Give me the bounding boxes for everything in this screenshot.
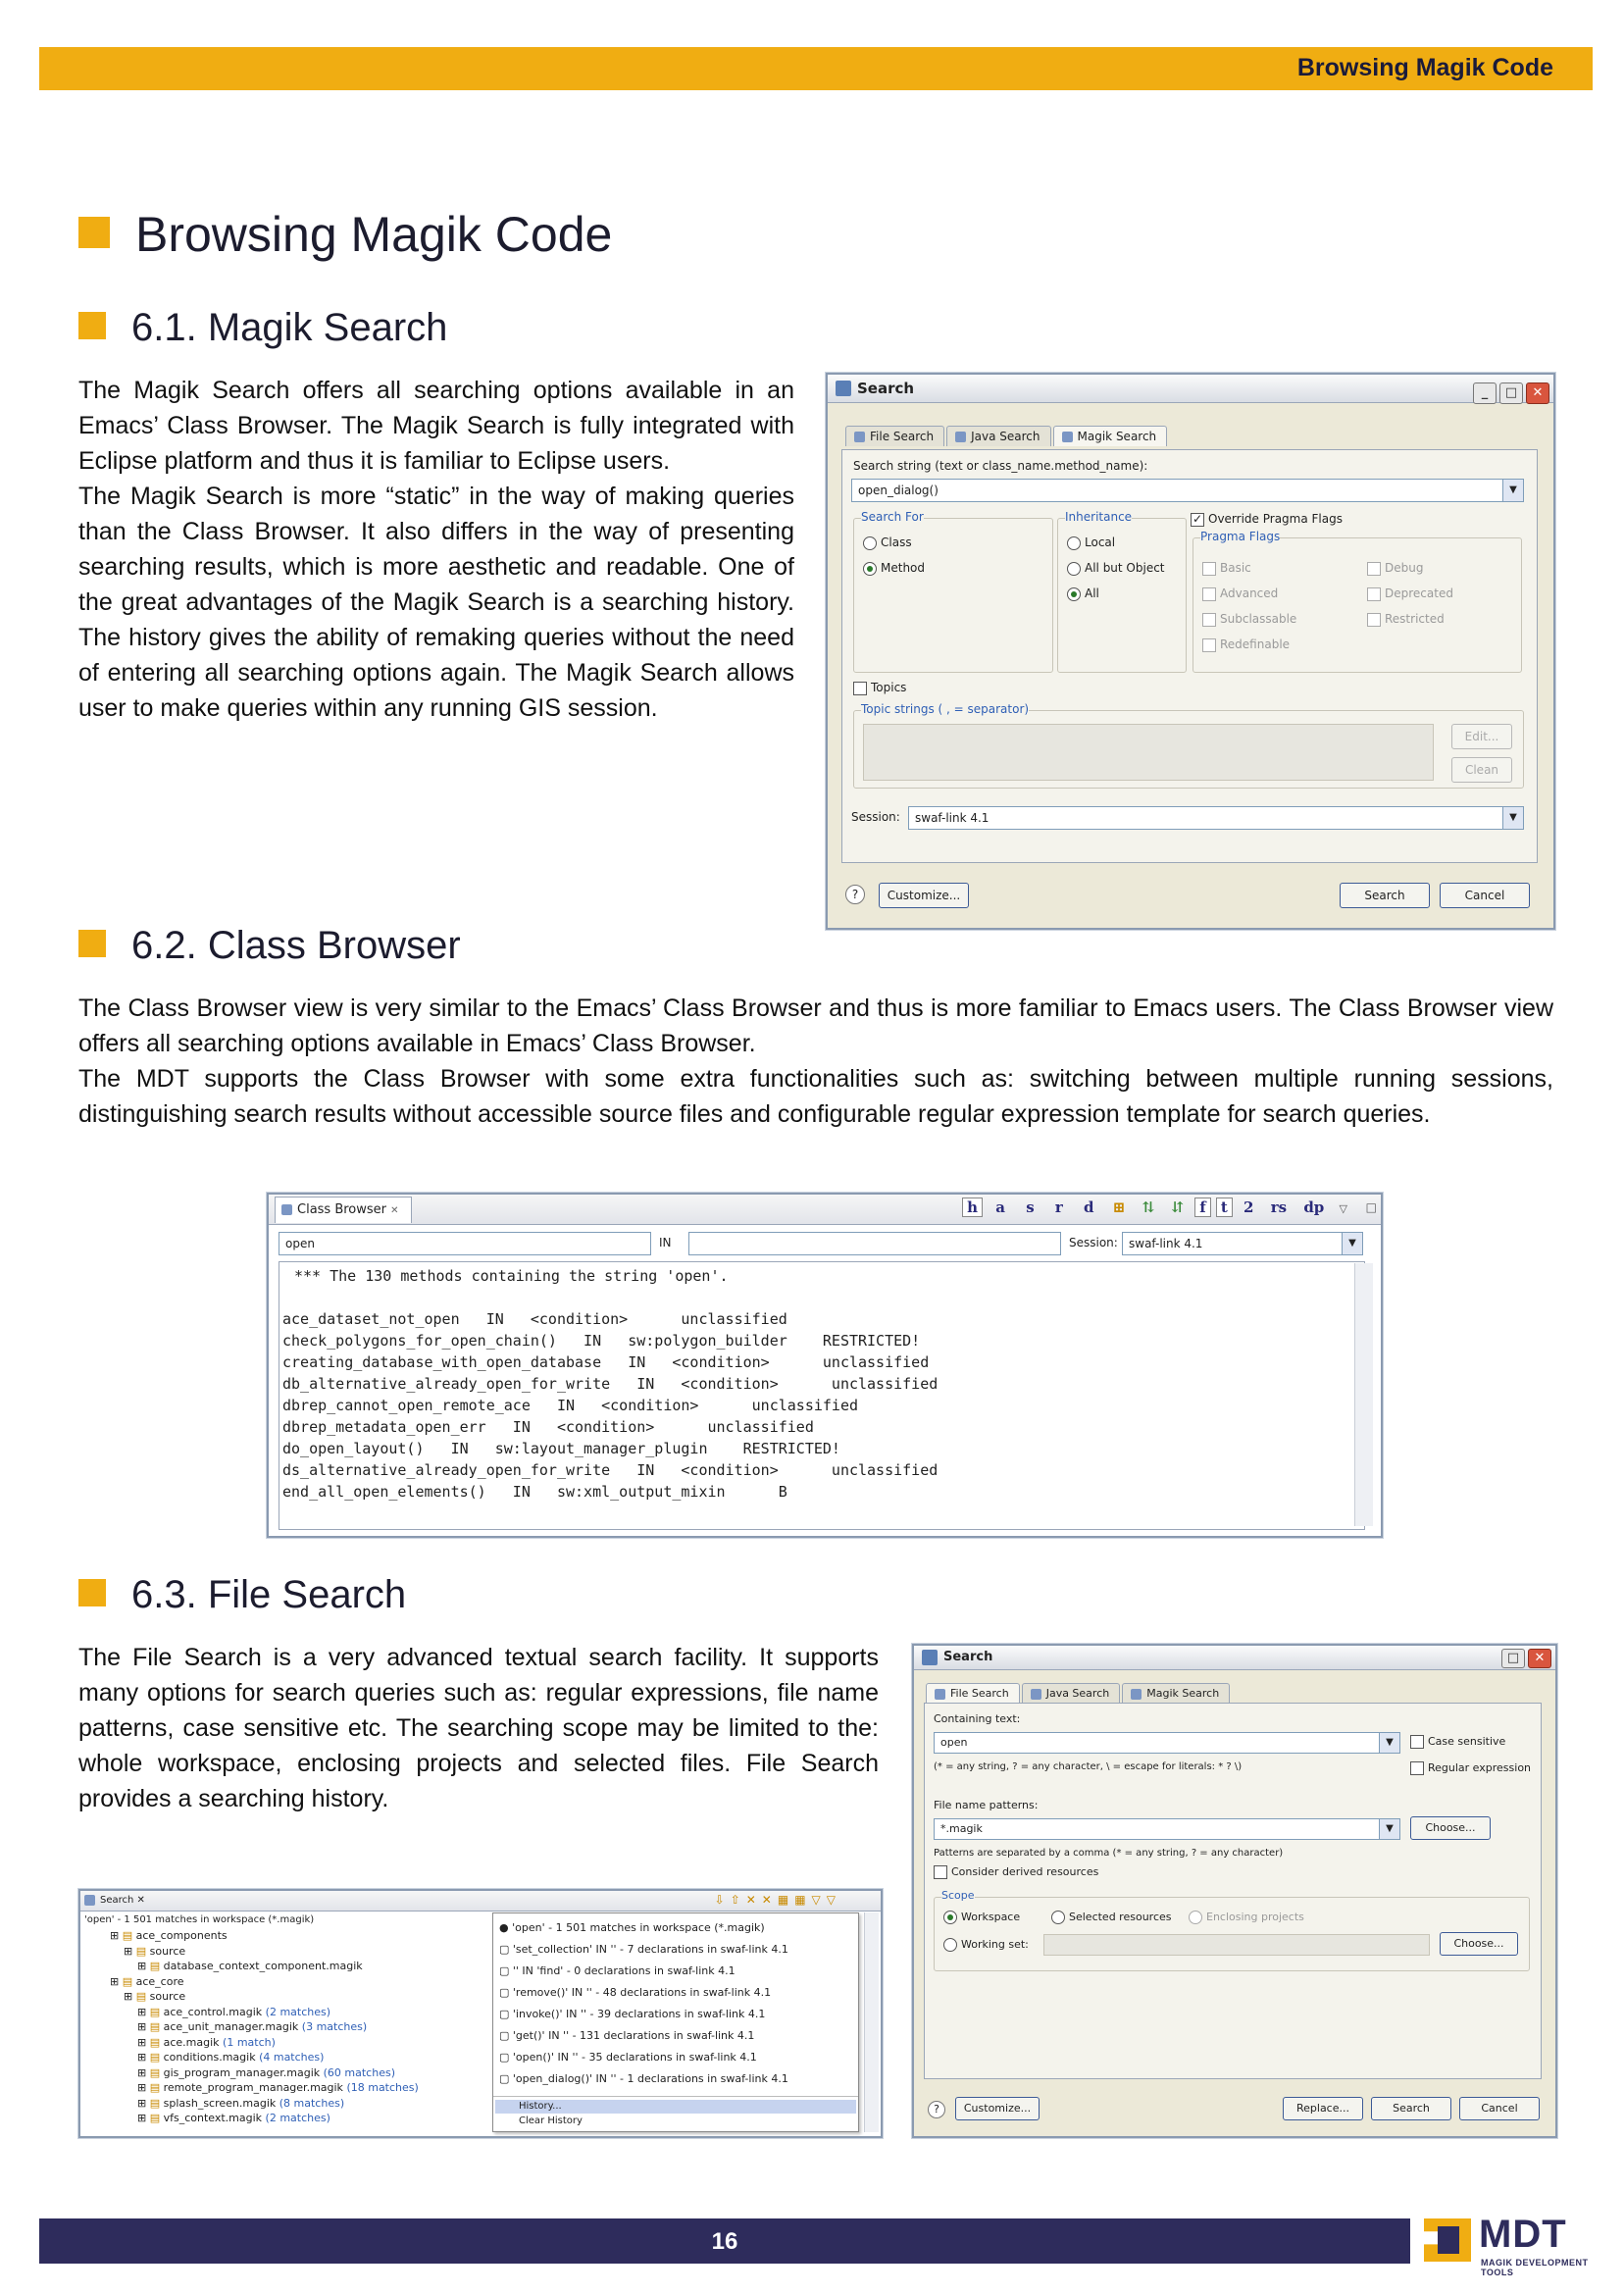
expand-icon[interactable]: ⊞	[124, 1990, 136, 2003]
checkbox-icon	[853, 682, 867, 695]
tree-item-label: ace.magik	[163, 2035, 224, 2049]
scrollbar[interactable]	[1354, 1263, 1373, 1526]
tree-item-label: splash_screen.magik	[163, 2096, 279, 2110]
tree-item-label: remote_program_manager.magik	[163, 2081, 347, 2094]
match-count: (2 matches)	[265, 2005, 331, 2018]
folder-icon: ▤	[149, 2065, 164, 2079]
history-item-label: 'set_collection' IN '' - 7 declarations in swaf-link 4.1	[512, 1943, 788, 1956]
tab-file-search[interactable]: File Search	[926, 1683, 1020, 1703]
expand-icon[interactable]: ⊞	[137, 2035, 150, 2049]
tree-item-label: ace_control.magik	[163, 2005, 266, 2018]
toolbar-button-r[interactable]: r	[1054, 1198, 1063, 1216]
tree-item-label: database_context_component.magik	[163, 1960, 363, 1972]
chevron-down-icon[interactable]: ▼	[1342, 1233, 1362, 1254]
tree-item-label: vfs_context.magik	[163, 2112, 266, 2124]
tree-item[interactable]	[110, 2005, 419, 2020]
tree-item[interactable]	[110, 2050, 419, 2065]
replace-button[interactable]: Replace...	[1283, 2097, 1363, 2120]
magik-search-text	[78, 373, 794, 726]
search-button[interactable]: Search	[1340, 883, 1430, 908]
history-entry-icon: ▢	[499, 2051, 513, 2064]
tab-panel	[924, 1703, 1542, 2079]
search-view	[78, 1889, 883, 2138]
checkbox-advanced[interactable]: Advanced	[1202, 586, 1278, 601]
choose-button[interactable]: Choose...	[1410, 1816, 1491, 1840]
toolbar-buttons	[962, 1198, 1351, 1216]
history-item-label: '' IN 'find' - 0 declarations in swaf-link 4.1	[512, 1964, 736, 1977]
folder-icon: ▤	[149, 2005, 164, 2018]
expand-icon[interactable]: ⊞	[137, 2051, 150, 2064]
history-item-label: 'open' - 1 501 matches in workspace (*.magik)	[512, 1921, 765, 1934]
radio-workspace[interactable]: Workspace	[943, 1911, 1020, 1924]
sort-icon[interactable]: ⇵	[1171, 1198, 1184, 1216]
containing-text-label: Containing text:	[934, 1712, 1021, 1725]
result-row[interactable]: do_open_layout() IN sw:layout_manager_plugin RESTRICTED!	[282, 1440, 840, 1457]
magik-icon	[1062, 432, 1073, 442]
radio-local[interactable]: Local	[1067, 535, 1115, 550]
page-title-text: Browsing Magik Code	[135, 207, 613, 262]
file-icon	[854, 432, 865, 442]
class-browser-icon	[281, 1204, 292, 1215]
folder-icon: ▤	[149, 2081, 164, 2094]
result-row[interactable]: dbrep_metadata_open_err IN <condition> unclassified	[282, 1418, 814, 1436]
search-icon	[84, 1895, 95, 1906]
result-row[interactable]: ds_alternative_already_open_for_write IN <condition> unclassified	[282, 1461, 939, 1479]
checkbox-debug[interactable]: Debug	[1367, 561, 1423, 576]
in-label: IN	[659, 1236, 672, 1249]
expand-icon[interactable]: ⊞	[137, 2112, 150, 2124]
radio-icon	[1189, 1911, 1202, 1924]
checkbox-deprecated[interactable]: Deprecated	[1367, 586, 1453, 601]
expand-icon[interactable]: ⊞	[137, 2005, 150, 2018]
customize-button[interactable]: Customize...	[955, 2097, 1040, 2120]
folder-icon: ▤	[122, 1974, 136, 1988]
checkbox-icon	[1367, 562, 1381, 576]
pragma-flags-group	[1193, 537, 1522, 673]
logo-subtitle: MAGIK DEVELOPMENT TOOLS	[1481, 2258, 1589, 2277]
search-summary: 'open' - 1 501 matches in workspace (*.magik)	[84, 1914, 315, 1925]
help-icon[interactable]: ?	[845, 885, 865, 904]
checkbox-basic[interactable]: Basic	[1202, 561, 1251, 576]
pragma-flags-label: Pragma Flags	[1200, 530, 1281, 543]
checkbox-icon	[934, 1865, 947, 1879]
results-header-line: *** The 130 methods containing the string 'open'.	[294, 1267, 729, 1285]
tree-item[interactable]	[110, 2096, 419, 2112]
containing-text-input[interactable]: open ▼	[934, 1732, 1400, 1754]
history-entry-icon: ▢	[499, 2008, 513, 2020]
radio-all[interactable]: All	[1067, 586, 1099, 601]
radio-checked-icon	[943, 1911, 957, 1924]
tree-item-label: conditions.magik	[163, 2051, 260, 2064]
history-item-label: 'invoke()' IN '' - 39 declarations in swaf-link 4.1	[512, 2008, 766, 2020]
bullet-square-icon	[78, 1579, 106, 1606]
magik-search-dialog	[826, 373, 1555, 930]
history-item[interactable]	[499, 2047, 788, 2068]
toolbar-button-f[interactable]: f	[1194, 1198, 1210, 1217]
checkbox-icon	[1410, 1761, 1424, 1775]
history-item[interactable]	[499, 2004, 788, 2025]
radio-icon	[1067, 536, 1081, 550]
java-icon	[955, 432, 966, 442]
dialog-titlebar: Search □ ✕	[914, 1646, 1555, 1670]
regular-expression-checkbox[interactable]: Regular expression	[1410, 1761, 1531, 1775]
case-sensitive-checkbox[interactable]: Case sensitive	[1410, 1735, 1505, 1749]
radio-checked-icon	[1067, 587, 1081, 601]
choose-working-set-button[interactable]: Choose...	[1440, 1932, 1518, 1956]
tree-item[interactable]	[110, 2080, 419, 2096]
tree-item[interactable]	[110, 1928, 419, 1944]
close-icon[interactable]: ✕	[390, 1205, 399, 1216]
override-pragma-checkbox[interactable]: ✓ Override Pragma Flags	[1192, 511, 1343, 526]
checkbox-restricted[interactable]: Restricted	[1367, 612, 1445, 627]
bullet-square-icon	[78, 312, 106, 339]
containing-text-hint: (* = any string, ? = any character, \ = escape for literals: * ? \)	[934, 1761, 1243, 1772]
history-item[interactable]	[499, 1982, 788, 2004]
search-for-label: Search For	[861, 510, 924, 524]
menu-item-history[interactable]: History...	[495, 2100, 856, 2114]
maximize-icon[interactable]: □	[1365, 1200, 1377, 1214]
checkbox-icon	[1202, 562, 1216, 576]
expand-icon[interactable]: ⊞	[137, 2065, 150, 2079]
search-results-tree	[110, 1928, 419, 2126]
search-view-actions[interactable]: ⇩⇧✕✕▦▦▽▽	[714, 1893, 841, 1907]
toolbar-button-a[interactable]: a	[995, 1198, 1005, 1216]
history-item[interactable]	[499, 1939, 788, 1961]
match-count: (18 matches)	[346, 2081, 419, 2094]
checkbox-redefinable[interactable]: Redefinable	[1202, 637, 1290, 652]
expand-icon[interactable]: ⊞	[137, 2096, 150, 2110]
match-count: (2 matches)	[265, 2112, 330, 2124]
dialog-titlebar: Search _ □ ✕	[828, 375, 1553, 403]
running-header: Browsing Magik Code	[1296, 54, 1553, 81]
tree-item-label: ace_core	[135, 1974, 184, 1988]
header-bar	[39, 47, 1593, 90]
folder-icon: ▤	[149, 2035, 164, 2049]
tab-file-search[interactable]: File Search	[845, 426, 944, 446]
history-entry-icon: ▢	[499, 2029, 513, 2042]
history-item-label: 'open_dialog()' IN '' - 1 declarations in swaf-link 4.1	[512, 2072, 788, 2085]
toolbar-button-h[interactable]: h	[962, 1198, 983, 1217]
menu-item-clear-history[interactable]: Clear History	[519, 2116, 583, 2126]
paragraph: The Magik Search offers all searching options available in an Emacs’ Class Browser. The Magik Search is fully integrated with Eclipse platform and thus it is familiar to Eclipse users.	[78, 377, 794, 475]
radio-all-but-object[interactable]: All but Object	[1067, 561, 1165, 576]
section-heading-file-search: 6.3. File Search	[78, 1573, 406, 1617]
close-icon[interactable]: ✕	[1526, 382, 1549, 404]
paragraph: The Magik Search is more “static” in the way of making queries than the Class Browser. It also differs in the way of presenting searching results, which is more aesthetic and readable. One of the great advantages of the Magik Search is a searching history. The history gives the ability of remaking queries without the need of entering all searching options again. The Magik Search allows user to make queries within any running GIS session.	[78, 483, 794, 722]
logo-text: MDT	[1479, 2213, 1567, 2256]
folder-icon: ▤	[135, 1990, 150, 2003]
tree-item[interactable]	[110, 2065, 419, 2081]
paragraph: The MDT supports the Class Browser with some extra functionalities such as: switching between multiple running sessions, distinguishing search results without accessible source files and configurable regular expression template for search queries.	[78, 1065, 1553, 1128]
result-row[interactable]: dbrep_cannot_open_remote_ace IN <condition> unclassified	[282, 1397, 858, 1414]
minimize-icon[interactable]: _	[1473, 382, 1497, 404]
search-tabs	[845, 426, 1167, 446]
history-entry-icon: ▢	[499, 1964, 513, 1977]
magik-icon	[1131, 1689, 1142, 1700]
logo-mark-inner	[1438, 2226, 1459, 2254]
checkbox-icon	[1202, 613, 1216, 627]
class-browser-view	[267, 1193, 1383, 1538]
consider-derived-checkbox[interactable]: Consider derived resources	[934, 1865, 1098, 1879]
scope-label: Scope	[941, 1889, 975, 1902]
customize-button[interactable]: Customize...	[879, 883, 969, 908]
tree-item[interactable]	[110, 2035, 419, 2051]
toolbar-button-s[interactable]: s	[1026, 1198, 1035, 1216]
maximize-icon[interactable]: □	[1501, 1649, 1525, 1668]
history-item-label: 'remove()' IN '' - 48 declarations in swaf-link 4.1	[512, 1986, 772, 1999]
session-select[interactable]: swaf-link 4.1 ▼	[908, 806, 1524, 830]
tree-item[interactable]	[110, 1944, 419, 1960]
expand-icon[interactable]: ⊞	[137, 2020, 150, 2033]
chevron-down-icon[interactable]: ▼	[1379, 1819, 1399, 1839]
history-item[interactable]	[499, 1917, 788, 1939]
file-search-dialog	[912, 1644, 1557, 2138]
expand-icon[interactable]: ⊞	[124, 1944, 136, 1958]
tab-search[interactable]: Search ✕	[84, 1892, 145, 1910]
radio-working-set[interactable]: Working set:	[943, 1938, 1029, 1952]
cancel-button[interactable]: Cancel	[1440, 883, 1530, 908]
checkbox-icon	[1410, 1735, 1424, 1749]
paragraph: The Class Browser view is very similar to the Emacs’ Class Browser and thus is more familiar to Emacs users. The Class Browser view offers all searching options available in Emacs’ Class Browser.	[78, 994, 1553, 1057]
topic-strings-list[interactable]	[863, 724, 1434, 781]
hierarchy-icon[interactable]: ⇅	[1142, 1198, 1155, 1216]
expand-icon[interactable]: ⊞	[110, 1929, 123, 1942]
folder-icon: ▤	[122, 1929, 136, 1942]
chevron-down-icon[interactable]: ▼	[1502, 480, 1523, 501]
search-string-input[interactable]: open_dialog() ▼	[851, 479, 1524, 502]
tree-item-label: ace_unit_manager.magik	[163, 2020, 302, 2033]
session-label: Session:	[851, 810, 900, 824]
folder-icon: ▤	[149, 2112, 164, 2124]
checkbox-icon	[1202, 587, 1216, 601]
tab-magik-search[interactable]: Magik Search	[1053, 426, 1168, 446]
chevron-down-icon[interactable]: ▼	[1502, 807, 1523, 829]
toolbar-button-d[interactable]: d	[1084, 1198, 1094, 1216]
result-row[interactable]: end_all_open_elements() IN sw:xml_output_mixin B	[282, 1483, 787, 1501]
folder-icon: ▤	[149, 1960, 164, 1972]
tab-class-browser[interactable]: Class Browser ✕	[275, 1197, 412, 1223]
match-count: (4 matches)	[259, 2051, 325, 2064]
result-row[interactable]: ace_dataset_not_open IN <condition> unclassified	[282, 1310, 787, 1328]
tab-java-search[interactable]: Java Search	[946, 426, 1050, 446]
radio-icon	[1051, 1911, 1065, 1924]
radio-checked-icon	[863, 562, 877, 576]
history-item-label: 'open()' IN '' - 35 declarations in swaf-link 4.1	[512, 2051, 757, 2064]
clean-button[interactable]: Clean	[1451, 757, 1512, 783]
topics-checkbox[interactable]: Topics	[853, 681, 906, 695]
result-row[interactable]: db_alternative_already_open_for_write IN <condition> unclassified	[282, 1375, 939, 1393]
radio-method[interactable]: Method	[863, 561, 925, 576]
tree-item[interactable]	[110, 1974, 419, 1990]
folder-icon: ▤	[149, 2096, 164, 2110]
checkbox-checked-icon: ✓	[1192, 511, 1203, 526]
search-tabs	[926, 1683, 1230, 1703]
file-name-patterns-input[interactable]: *.magik ▼	[934, 1818, 1400, 1840]
view-menu-icon[interactable]: ▽	[1339, 1202, 1347, 1215]
inheritance-label: Inheritance	[1065, 510, 1133, 524]
search-icon	[836, 381, 851, 396]
history-item-label: 'get()' IN '' - 131 declarations in swaf-link 4.1	[512, 2029, 755, 2042]
filter-icon[interactable]: ⊞	[1112, 1198, 1126, 1216]
file-name-patterns-label: File name patterns:	[934, 1799, 1039, 1811]
radio-icon	[1067, 562, 1081, 576]
page-title	[78, 206, 612, 263]
file-search-text	[78, 1640, 879, 1816]
history-item[interactable]	[499, 2025, 788, 2047]
session-select[interactable]: swaf-link 4.1 ▼	[1122, 1232, 1363, 1255]
bullet-square-icon	[78, 930, 106, 957]
maximize-icon[interactable]: □	[1499, 382, 1523, 404]
tab-java-search[interactable]: Java Search	[1022, 1683, 1121, 1703]
history-dropdown	[492, 1912, 859, 2132]
history-entry-icon: ▢	[499, 1986, 513, 1999]
class-browser-class-input[interactable]	[688, 1232, 1061, 1255]
help-icon[interactable]: ?	[928, 2101, 945, 2118]
toolbar-button-rs[interactable]: rs	[1270, 1198, 1288, 1216]
section-heading-magik-search: 6.1. Magik Search	[78, 306, 447, 350]
tree-item[interactable]	[110, 1989, 419, 2005]
session-label: Session:	[1069, 1236, 1118, 1249]
folder-icon: ▤	[149, 2051, 164, 2064]
radio-icon	[943, 1938, 957, 1952]
menu-divider	[493, 2096, 858, 2097]
selected-dot-icon: ●	[499, 1921, 513, 1934]
paragraph: The File Search is a very advanced textual search facility. It supports many options for search queries such as: regular expressions, file name patterns, case sensitive etc. The searching scope may be limited to the: whole workspace, enclosing projects and selected files. File Search provides a searching history.	[78, 1644, 879, 1812]
checkbox-icon	[1202, 638, 1216, 652]
history-entry-icon: ▢	[499, 1943, 513, 1956]
checkbox-icon	[1367, 613, 1381, 627]
toolbar-button-2[interactable]: 2	[1243, 1198, 1254, 1216]
tree-item[interactable]	[110, 2019, 419, 2035]
match-count: (3 matches)	[301, 2020, 368, 2033]
tab-magik-search[interactable]: Magik Search	[1122, 1683, 1230, 1703]
radio-enclosing-projects[interactable]: Enclosing projects	[1189, 1911, 1304, 1924]
tree-item[interactable]	[110, 2111, 419, 2126]
expand-icon[interactable]: ⊞	[137, 2081, 150, 2094]
tree-item-label: source	[149, 1944, 186, 1958]
file-icon	[935, 1689, 945, 1700]
topic-strings-label: Topic strings ( , = separator)	[861, 702, 1030, 716]
tree-item-label: gis_program_manager.magik	[163, 2065, 324, 2079]
radio-icon	[863, 536, 877, 550]
page-number: 16	[711, 2228, 738, 2255]
history-entry-icon: ▢	[499, 2072, 513, 2085]
match-count: (1 match)	[223, 2035, 276, 2049]
radio-selected-resources[interactable]: Selected resources	[1051, 1911, 1172, 1924]
tree-item[interactable]	[110, 1959, 419, 1974]
cancel-button[interactable]: Cancel	[1459, 2097, 1540, 2120]
expand-icon[interactable]: ⊞	[137, 1960, 150, 1972]
chevron-down-icon[interactable]: ▼	[1379, 1733, 1399, 1753]
checkbox-subclassable[interactable]: Subclassable	[1202, 612, 1296, 627]
class-browser-text	[78, 991, 1553, 1132]
scrollbar[interactable]	[864, 1912, 879, 2132]
toolbar-button-t[interactable]: t	[1216, 1198, 1233, 1217]
search-string-label: Search string (text or class_name.method_name):	[853, 459, 1148, 473]
result-row[interactable]: creating_database_with_open_database IN <condition> unclassified	[282, 1353, 930, 1371]
section-heading-class-browser: 6.2. Class Browser	[78, 924, 461, 968]
toolbar-button-dp[interactable]: dp	[1303, 1198, 1325, 1216]
folder-icon: ▤	[149, 2020, 164, 2033]
match-count: (60 matches)	[323, 2065, 395, 2079]
checkbox-icon	[1367, 587, 1381, 601]
edit-button[interactable]: Edit...	[1451, 724, 1512, 749]
history-item[interactable]	[499, 1961, 788, 1982]
history-list	[499, 1917, 788, 2090]
folder-icon: ▤	[135, 1944, 150, 1958]
mdt-logo	[1424, 2213, 1591, 2277]
search-icon	[922, 1650, 938, 1665]
working-set-input[interactable]	[1043, 1934, 1430, 1956]
expand-icon[interactable]: ⊞	[110, 1974, 123, 1988]
match-count: (8 matches)	[279, 2096, 345, 2110]
tree-item-label: ace_components	[135, 1929, 228, 1942]
close-icon[interactable]: ✕	[1528, 1649, 1551, 1668]
radio-class[interactable]: Class	[863, 535, 912, 550]
history-item[interactable]	[499, 2068, 788, 2090]
java-icon	[1031, 1689, 1041, 1700]
patterns-hint: Patterns are separated by a comma (* = any string, ? = any character)	[934, 1848, 1284, 1859]
class-browser-query-input[interactable]: open	[279, 1232, 651, 1255]
bullet-square-icon	[78, 217, 110, 248]
search-button[interactable]: Search	[1371, 2097, 1451, 2120]
tree-item-label: source	[149, 1990, 186, 2003]
footer-bar	[39, 2218, 1410, 2264]
result-row[interactable]: check_polygons_for_open_chain() IN sw:polygon_builder RESTRICTED!	[282, 1332, 921, 1350]
